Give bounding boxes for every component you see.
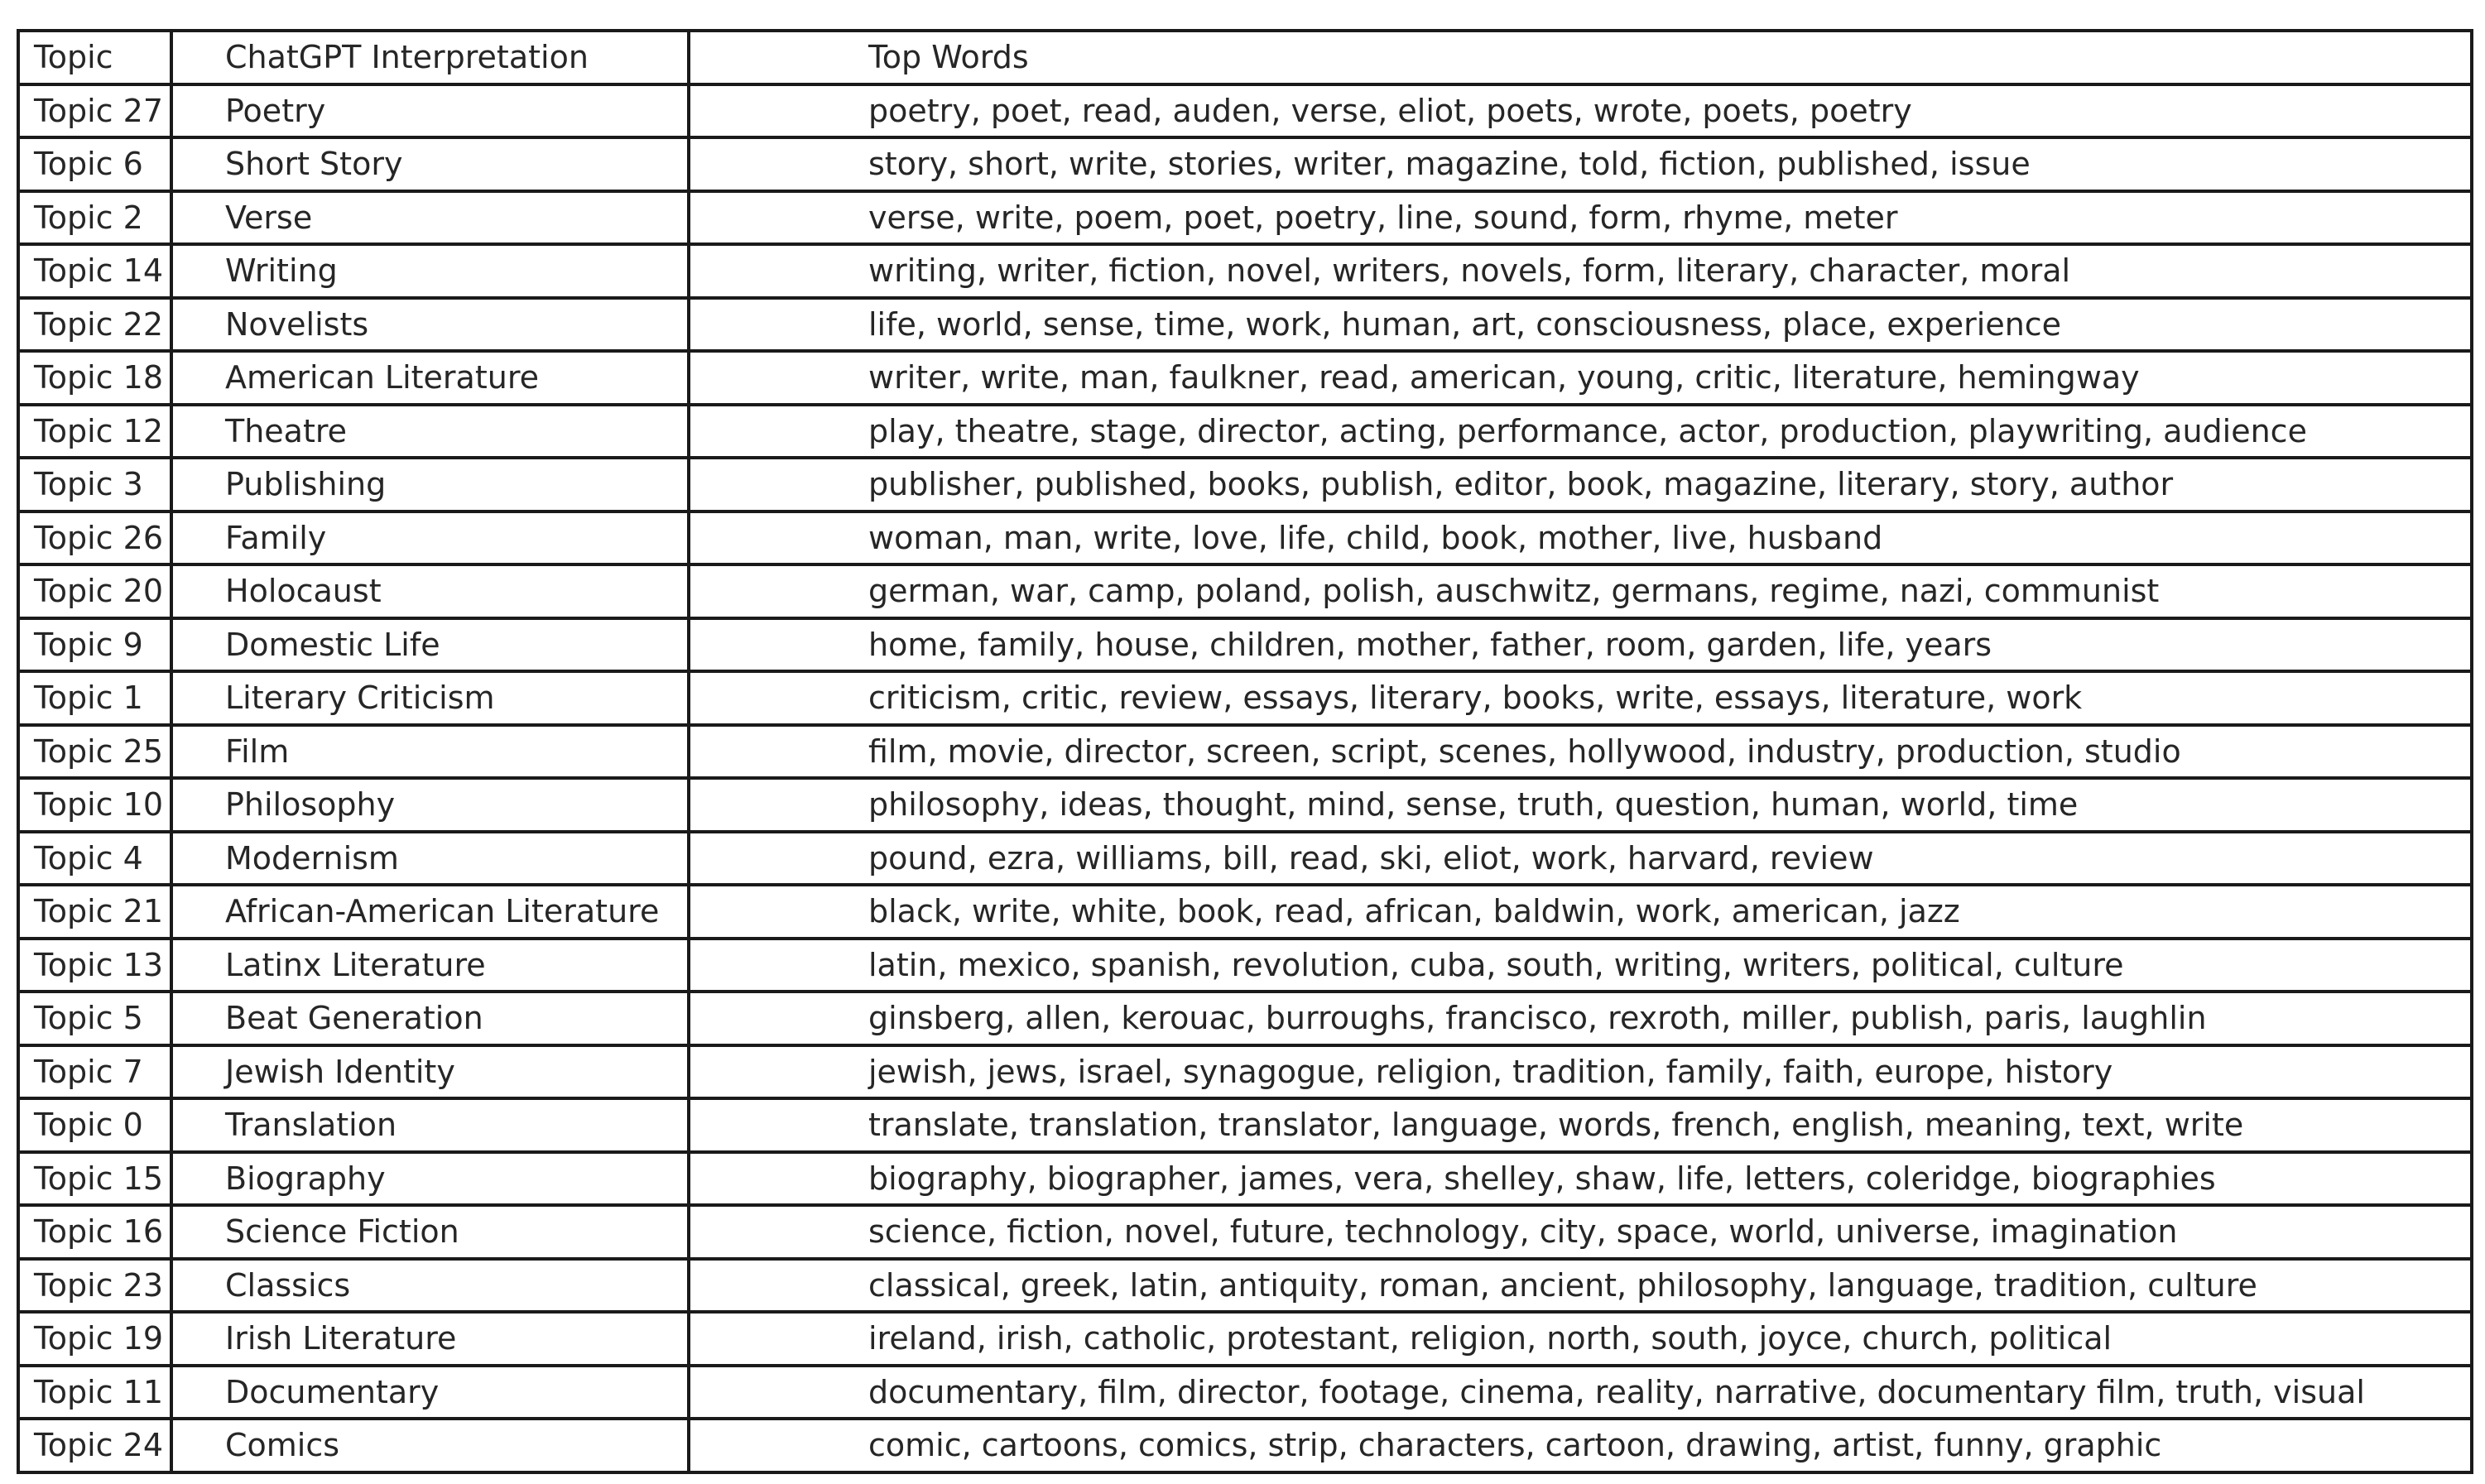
topic-cell: Topic 26: [18, 511, 171, 565]
topic-table: [17, 29, 2473, 1474]
table-row: [18, 1098, 2472, 1152]
topic-cell: Topic 10: [18, 778, 171, 832]
interpretation-cell: Holocaust: [171, 564, 689, 618]
top-words-cell: play, theatre, stage, director, acting, performance, actor, production, playwriting, audience: [689, 405, 2472, 459]
table-row: [18, 351, 2472, 405]
topic-cell: Topic 20: [18, 564, 171, 618]
top-words-cell: ginsberg, allen, kerouac, burroughs, francisco, rexroth, miller, publish, paris, laughlin: [689, 992, 2472, 1045]
topic-cell: Topic 13: [18, 939, 171, 992]
topic-cell: Topic 25: [18, 725, 171, 779]
interpretation-cell: Comics: [171, 1419, 689, 1472]
topic-cell: Topic 4: [18, 832, 171, 886]
table-row: [18, 1312, 2472, 1366]
topic-cell: Topic 27: [18, 84, 171, 138]
interpretation-cell: Publishing: [171, 458, 689, 511]
top-words-cell: story, short, write, stories, writer, magazine, told, fiction, published, issue: [689, 137, 2472, 191]
table-row: [18, 458, 2472, 511]
top-words-cell: jewish, jews, israel, synagogue, religion, tradition, family, faith, europe, history: [689, 1045, 2472, 1099]
interpretation-cell: African-American Literature: [171, 885, 689, 939]
top-words-cell: woman, man, write, love, life, child, book, mother, live, husband: [689, 511, 2472, 565]
table-row: [18, 618, 2472, 672]
interpretation-cell: Verse: [171, 191, 689, 245]
table-row: [18, 137, 2472, 191]
interpretation-cell: Biography: [171, 1152, 689, 1206]
topic-cell: Topic 3: [18, 458, 171, 511]
table-row: [18, 1419, 2472, 1472]
table-row: [18, 992, 2472, 1045]
topic-cell: Topic 1: [18, 671, 171, 725]
table-row: [18, 191, 2472, 245]
topic-cell: Topic 23: [18, 1259, 171, 1313]
table-row: [18, 671, 2472, 725]
top-words-cell: film, movie, director, screen, script, scenes, hollywood, industry, production, studio: [689, 725, 2472, 779]
table-row: [18, 84, 2472, 138]
top-words-cell: publisher, published, books, publish, editor, book, magazine, literary, story, author: [689, 458, 2472, 511]
top-words-cell: ireland, irish, catholic, protestant, religion, north, south, joyce, church, political: [689, 1312, 2472, 1366]
top-words-cell: comic, cartoons, comics, strip, characters, cartoon, drawing, artist, funny, graphic: [689, 1419, 2472, 1472]
top-words-cell: translate, translation, translator, language, words, french, english, meaning, text, write: [689, 1098, 2472, 1152]
table-row: [18, 1045, 2472, 1099]
topic-cell: Topic 15: [18, 1152, 171, 1206]
interpretation-cell: Short Story: [171, 137, 689, 191]
table-row: [18, 405, 2472, 459]
top-words-cell: pound, ezra, williams, bill, read, ski, eliot, work, harvard, review: [689, 832, 2472, 886]
table-row: [18, 1366, 2472, 1419]
interpretation-cell: Classics: [171, 1259, 689, 1313]
header-top-words: Top Words: [689, 31, 2472, 84]
interpretation-cell: Poetry: [171, 84, 689, 138]
table-row: [18, 564, 2472, 618]
top-words-cell: verse, write, poem, poet, poetry, line, sound, form, rhyme, meter: [689, 191, 2472, 245]
interpretation-cell: Literary Criticism: [171, 671, 689, 725]
topic-cell: Topic 2: [18, 191, 171, 245]
interpretation-cell: Beat Generation: [171, 992, 689, 1045]
table-row: [18, 511, 2472, 565]
topic-cell: Topic 12: [18, 405, 171, 459]
top-words-cell: philosophy, ideas, thought, mind, sense, truth, question, human, world, time: [689, 778, 2472, 832]
topic-cell: Topic 5: [18, 992, 171, 1045]
topic-cell: Topic 7: [18, 1045, 171, 1099]
table-row: [18, 778, 2472, 832]
interpretation-cell: Translation: [171, 1098, 689, 1152]
header-row: [18, 31, 2472, 84]
top-words-cell: poetry, poet, read, auden, verse, eliot, poets, wrote, poets, poetry: [689, 84, 2472, 138]
interpretation-cell: Domestic Life: [171, 618, 689, 672]
topic-cell: Topic 14: [18, 244, 171, 298]
topic-cell: Topic 16: [18, 1205, 171, 1259]
table-row: [18, 725, 2472, 779]
interpretation-cell: Philosophy: [171, 778, 689, 832]
interpretation-cell: Family: [171, 511, 689, 565]
interpretation-cell: Film: [171, 725, 689, 779]
interpretation-cell: Modernism: [171, 832, 689, 886]
top-words-cell: writing, writer, fiction, novel, writers, novels, form, literary, character, moral: [689, 244, 2472, 298]
interpretation-cell: Science Fiction: [171, 1205, 689, 1259]
topic-cell: Topic 22: [18, 298, 171, 352]
header-topic: Topic: [18, 31, 171, 84]
table-body: [18, 84, 2472, 1472]
top-words-cell: latin, mexico, spanish, revolution, cuba, south, writing, writers, political, culture: [689, 939, 2472, 992]
table-row: [18, 1259, 2472, 1313]
interpretation-cell: Novelists: [171, 298, 689, 352]
interpretation-cell: Writing: [171, 244, 689, 298]
topic-cell: Topic 9: [18, 618, 171, 672]
top-words-cell: german, war, camp, poland, polish, auschwitz, germans, regime, nazi, communist: [689, 564, 2472, 618]
interpretation-cell: American Literature: [171, 351, 689, 405]
topic-cell: Topic 0: [18, 1098, 171, 1152]
top-words-cell: criticism, critic, review, essays, literary, books, write, essays, literature, work: [689, 671, 2472, 725]
table-row: [18, 1205, 2472, 1259]
top-words-cell: biography, biographer, james, vera, shelley, shaw, life, letters, coleridge, biographies: [689, 1152, 2472, 1206]
interpretation-cell: Irish Literature: [171, 1312, 689, 1366]
table-row: [18, 1152, 2472, 1206]
topic-cell: Topic 21: [18, 885, 171, 939]
table-row: [18, 244, 2472, 298]
interpretation-cell: Theatre: [171, 405, 689, 459]
topic-cell: Topic 18: [18, 351, 171, 405]
top-words-cell: writer, write, man, faulkner, read, american, young, critic, literature, hemingway: [689, 351, 2472, 405]
interpretation-cell: Jewish Identity: [171, 1045, 689, 1099]
top-words-cell: life, world, sense, time, work, human, art, consciousness, place, experience: [689, 298, 2472, 352]
topic-cell: Topic 19: [18, 1312, 171, 1366]
header-interpretation: ChatGPT Interpretation: [171, 31, 689, 84]
top-words-cell: black, write, white, book, read, african, baldwin, work, american, jazz: [689, 885, 2472, 939]
interpretation-cell: Documentary: [171, 1366, 689, 1419]
topic-cell: Topic 11: [18, 1366, 171, 1419]
top-words-cell: documentary, film, director, footage, cinema, reality, narrative, documentary film, truth, visual: [689, 1366, 2472, 1419]
top-words-cell: classical, greek, latin, antiquity, roman, ancient, philosophy, language, tradition, culture: [689, 1259, 2472, 1313]
table-row: [18, 832, 2472, 886]
table-row: [18, 939, 2472, 992]
table-row: [18, 885, 2472, 939]
topic-cell: Topic 6: [18, 137, 171, 191]
top-words-cell: home, family, house, children, mother, father, room, garden, life, years: [689, 618, 2472, 672]
top-words-cell: science, fiction, novel, future, technology, city, space, world, universe, imagination: [689, 1205, 2472, 1259]
interpretation-cell: Latinx Literature: [171, 939, 689, 992]
table-row: [18, 298, 2472, 352]
topic-cell: Topic 24: [18, 1419, 171, 1472]
